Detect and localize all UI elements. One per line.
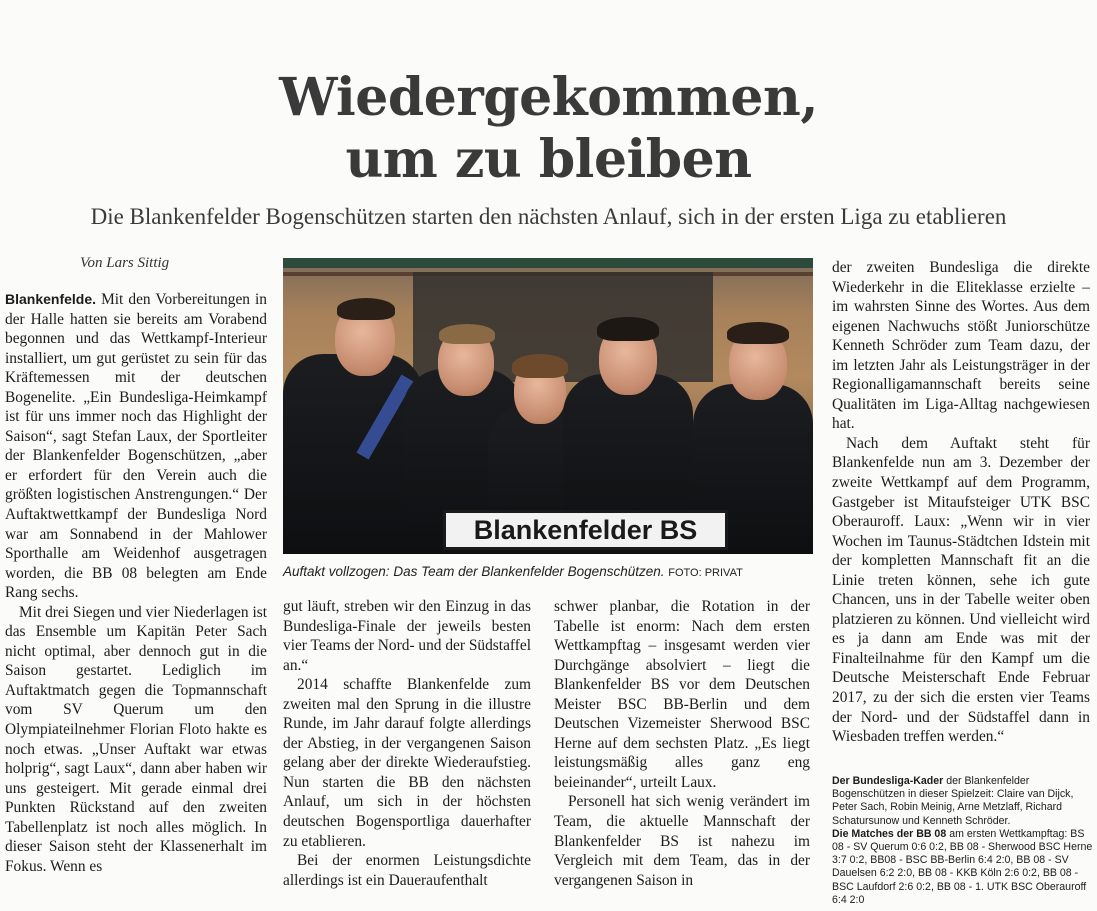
kader-label: Der Bundesliga-Kader <box>832 775 944 787</box>
text-column-2 <box>283 597 531 890</box>
text-column-4 <box>832 258 1090 747</box>
paragraph-text: Mit den Vorbereitungen in der Halle hatten sie bereits am Vorabend begonnen und das Wettkampf-Interieur installiert, um gut gerüstet zu sein für das Kräftemessen mit der deutschen Bogenelite. „Ein Bundesliga-Heimkampf ist für uns immer noch das Highlight der Saison“, sagt Stefan Laux, der Sportleiter der Blankenfelder Bogenschützen, „aber er erfordert für den Verein auch die größten logistischen Anstrengungen.“ Der Auftaktwettkampf der Bundesliga Nord war am Sonnabend in der Mahlower Sporthalle am Weidenhof ausgetragen worden, die BB 08 belegten am Ende Rang sechs. <box>5 291 267 602</box>
paragraph: Bei der enormen Leistungsdichte allerdings ist ein Daueraufenthalt <box>283 852 531 889</box>
paragraph: der zweiten Bundesliga die direkte Wiederkehr in die Eliteklasse erzielte – im wahrsten Sinne des Wortes. Aus dem eigenen Nachwuchs stößt Juniorschütze Kenneth Schröder zum Team dazu, der im letzten Jahr als Leistungsträger in der Regionalligamannschaft bereits seine Qualitäten im Liga-Alltag nachgewiesen hat. <box>832 259 1090 433</box>
caption-text: Auftakt vollzogen: Das Team der Blankenfelder Bogenschützen. <box>283 564 665 579</box>
matches-text: am ersten Wettkampftag: BS 08 - SV Querum 0:6 0:2, BB 08 - Sherwood BSC Herne 3:7 0:2, BB08 - BSC BB-Berlin 6:4 2:0, BB 08 - SV Dauelsen 6:2 2:0, BB 08 - KKB Köln 2:6 0:2, BB 08 - BSC Laufdorf 2:6 0:2, BB 08 - 1. UTK BSC Oberauroff 6:4 2:0 <box>832 827 1093 906</box>
kader-info <box>832 775 1094 828</box>
person-1 <box>283 284 423 554</box>
photo-credit: FOTO: PRIVAT <box>668 567 743 579</box>
byline: Von Lars Sittig <box>80 255 170 271</box>
kader-text: der Blankenfelder Bogenschützen in dieser Spielzeit: Claire van Dijck, Peter Sach, Robin Meinig, Arne Metzlaff, Richard Schatursunow und Kenneth Schröder. <box>832 775 1074 827</box>
paragraph: Mit drei Siegen und vier Niederlagen ist das Ensemble um Kapitän Peter Sach nicht optimal, aber dennoch gut in die Saison gestartet. Lediglich im Auftaktmatch gegen die Topmannschaft vom SV Querum um den Olympiateilnehmer Florian Floto hakte es noch etwas. „Unser Auftakt war etwas holprig“, sagt Laux“, dann aber haben wir uns gesteigert. Mit gerade einmal drei Punkten Rückstand auf den zweiten Tabellenplatz ist noch alles möglich. In dieser Saison steht der Klassenerhalt im Fokus. Wenn es <box>5 603 267 875</box>
headline-line-2: um zu bleiben <box>345 128 752 190</box>
headline <box>0 67 1097 191</box>
matches-info <box>832 828 1094 907</box>
paragraph: gut läuft, streben wir den Einzug in das Bundesliga-Finale der jeweils besten vier Teams der Nord- und der Südstaffel an.“ <box>283 598 531 674</box>
photo-curtain <box>283 258 813 268</box>
photo-caption <box>283 564 813 579</box>
dateline: Blankenfelde. <box>5 291 97 307</box>
team-banner: Blankenfelder BS <box>443 510 728 550</box>
paragraph: 2014 schaffte Blankenfelde zum zweiten mal den Sprung in die illustre Runde, im Jahr darauf folgte allerdings der Abstieg, in der vergangenen Saison gelang aber der direkte Wiederaufstieg. Nun starten die BB den nächsten Anlauf, um sich in der höchsten deutschen Bogensportliga dauerhafter zu etablieren. <box>283 676 531 850</box>
text-column-1 <box>5 290 267 876</box>
headline-line-1: Wiedergekommen, <box>279 66 818 128</box>
paragraph <box>5 290 267 603</box>
subheadline: Die Blankenfelder Bogenschützen starten den nächsten Anlauf, sich in der ersten Liga zu etablieren <box>90 204 1007 229</box>
paragraph: schwer planbar, die Rotation in der Tabelle ist enorm: Nach dem ersten Wettkampftag – insgesamt werden vier Durchgänge absolviert – liegt die Blankenfelder BS vor dem Deutschen Meister BSC BB-Berlin und dem Deutschen Vizemeister Sherwood BSC Herne auf dem sechsten Platz. „Es liegt leistungsmäßig alles ganz eng beieinander“, urteilt Laux. <box>554 598 810 791</box>
text-column-3 <box>554 597 810 890</box>
paragraph: Nach dem Auftakt steht für Blankenfelde nun am 3. Dezember der zweite Wettkampf auf dem Programm, Gastgeber ist Mitaufsteiger UTK BSC Oberauroff. Laux: „Wenn wir in vier Wochen im Taunus-Städtchen Idstein mit der kompletten Mannschaft fit an die Linie treten können, sehe ich gute Chancen, uns in der Tabelle weiter oben platzieren zu können. Und vielleicht wird es ja dann am Ende was mit der Finalteilnahme für den Kampf um die Deutsche Meisterschaft Ende Februar 2017, zu der sich die ersten vier Teams der Nord- und der Südstaffel dann in Wiesbaden treffen werden.“ <box>832 434 1090 746</box>
team-photo <box>283 258 813 554</box>
info-box <box>832 775 1094 907</box>
matches-label: Die Matches der BB 08 <box>832 827 947 840</box>
paragraph: Personell hat sich wenig verändert im Team, die aktuelle Mannschaft der Blankenfelder BS ist nahezu im Vergleich mit dem Team, das in der vergangenen Saison in <box>554 793 810 889</box>
